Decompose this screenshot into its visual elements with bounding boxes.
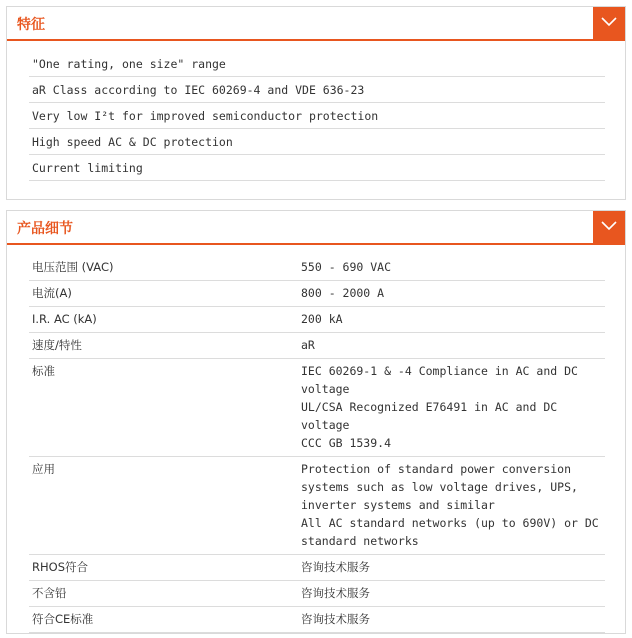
chevron-down-icon [601, 17, 617, 27]
spec-value: 咨询技术服务 [301, 612, 370, 626]
spec-label: 不含铅 [32, 586, 67, 600]
spec-value: 咨询技术服务 [301, 560, 370, 574]
details-table [29, 255, 605, 633]
table-row [29, 581, 605, 607]
spec-value: 550 - 690 VAC [301, 260, 392, 274]
list-item: aR Class according to IEC 60269-4 and VDE 636-23 [29, 77, 605, 103]
spec-value: 咨询技术服务 [301, 586, 370, 600]
spec-value: IEC 60269-1 & -4 Compliance in AC and DC voltage UL/CSA Recognized E76491 in AC and DC voltage CCC GB 1539.4 [301, 364, 578, 450]
spec-label: RHOS符合 [32, 560, 88, 574]
list-item: High speed AC & DC protection [29, 129, 605, 155]
list-item: Current limiting [29, 155, 605, 181]
list-item: Very low I²t for improved semiconductor protection [29, 103, 605, 129]
table-row [29, 255, 605, 281]
spec-label: 电压范围 (VAC) [32, 260, 114, 274]
features-panel-header[interactable] [7, 7, 625, 41]
spec-value: aR [301, 338, 315, 352]
details-panel-title: 产品细节 [17, 221, 73, 237]
spec-value: 200 kA [301, 312, 343, 326]
chevron-down-icon [601, 221, 617, 231]
spec-label: 电流(A) [32, 286, 72, 300]
spec-label: 标准 [32, 364, 55, 378]
spec-value: 800 - 2000 A [301, 286, 385, 300]
table-row [29, 333, 605, 359]
spec-label: I.R. AC (kA) [32, 312, 97, 326]
spec-label: 速度/特性 [32, 338, 82, 352]
details-panel-header[interactable] [7, 211, 625, 245]
features-panel-title: 特征 [17, 17, 45, 33]
spec-label: 应用 [32, 462, 55, 476]
spec-value: Protection of standard power conversion systems such as low voltage drives, UPS, inverter systems and similar All AC standard networks (up to 690V) or DC standard networks [301, 462, 599, 548]
table-row [29, 555, 605, 581]
features-collapse-toggle[interactable] [593, 7, 625, 39]
list-item: "One rating, one size" range [29, 51, 605, 77]
table-row [29, 607, 605, 633]
table-row [29, 281, 605, 307]
table-row [29, 359, 605, 457]
table-row [29, 307, 605, 333]
details-panel [6, 210, 626, 634]
features-list [29, 51, 605, 181]
details-collapse-toggle[interactable] [593, 211, 625, 243]
table-row [29, 457, 605, 555]
features-panel [6, 6, 626, 200]
spec-label: 符合CE标准 [32, 612, 94, 626]
